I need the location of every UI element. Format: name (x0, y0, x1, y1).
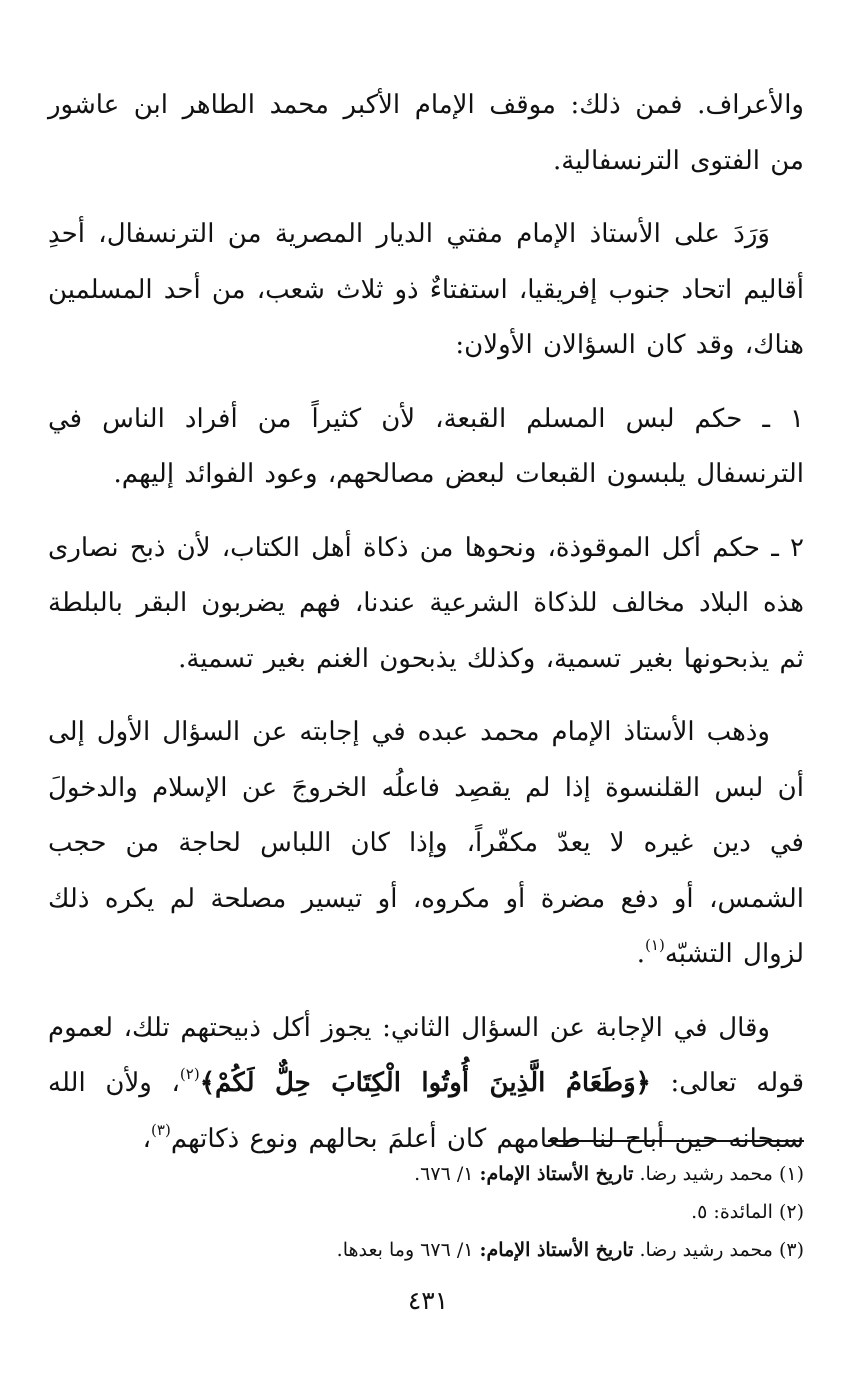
footnotes (48, 1155, 804, 1269)
paragraph-text: وذهب الأستاذ الإمام محمد عبده في إجابته عن السؤال الأول إلى أن لبس القلنسوة إذا لم يقصِد فاعلُه الخروجَ عن الإسلام والدخولَ في دين غيره لا يعدّ مكفّراً، وإذا كان اللباس لحاجة من حجب الشمس، أو دفع مضرة أو مكروه، أو تيسير مصلحة لم يكره ذلك لزوال التشبّه (48, 717, 804, 969)
footnote-number: (٣) (778, 1239, 804, 1261)
paragraph-2 (48, 207, 804, 374)
footnote-reference: المائدة: ٥. (691, 1201, 773, 1223)
footnote-ref[interactable]: (٢) (179, 1065, 200, 1083)
paragraph-question-2 (48, 521, 804, 688)
footnote-divider (548, 1140, 804, 1142)
footnote-ref[interactable]: (٣) (151, 1120, 171, 1139)
footnote-author: محمد رشيد رضا. (639, 1163, 773, 1185)
footnote-reference: ١/ ٦٧٦. (414, 1163, 474, 1185)
paragraph-question-1 (48, 392, 804, 503)
paragraph-text: ٢ ـ حكم أكل الموقوذة، ونحوها من ذكاة أهل الكتاب، لأن ذبح نصارى هذه البلاد مخالف للذكاة الشرعية عندنا، فهم يضربون البقر بالبلطة ثم يذبحونها بغير تسمية، وكذلك يذبحون الغنم بغير تسمية. (48, 532, 804, 674)
quran-verse: ﴿وَطَعَامُ الَّذِينَ أُوتُوا الْكِتَابَ حِلٌّ لَكُمْ﴾ (199, 1068, 651, 1098)
footnote-ref[interactable]: (١) (645, 936, 665, 954)
footnote-number: (١) (778, 1163, 804, 1185)
page-number: ٤٣١ (407, 1286, 449, 1315)
paragraph-answer-1 (48, 705, 804, 983)
paragraph-text-end: ، (142, 1123, 152, 1154)
footnote-1 (48, 1155, 804, 1193)
footnote-reference: ١/ ٦٧٦ وما بعدها. (336, 1239, 474, 1261)
footnote-number: (٢) (778, 1201, 804, 1223)
footnote-3 (48, 1231, 804, 1269)
paragraph-1 (48, 78, 804, 189)
paragraph-answer-2 (48, 1001, 804, 1168)
footnote-book-title: تاريخ الأستاذ الإمام: (479, 1239, 634, 1261)
paragraph-text: وَرَدَ على الأستاذ الإمام مفتي الديار المصرية من الترنسفال، أحدِ أقاليم اتحاد جنوب إفريقيا، استفتاءٌ ذو ثلاث شعب، من أحد المسلمين هناك، وقد كان السؤالان الأولان: (48, 219, 804, 360)
paragraph-text: وقال في الإجابة عن السؤال الثاني: يجوز أكل ذبيحتهم تلك، لعموم قوله تعالى: (48, 1012, 804, 1098)
paragraph-text: ١ ـ حكم لبس المسلم القبعة، لأن كثيراً من أفراد الناس في الترنسفال يلبسون القبعات لبعض مصالحهم، وعود الفوائد إليهم. (48, 403, 804, 489)
footnote-author: محمد رشيد رضا. (639, 1239, 773, 1261)
paragraph-text-end: . (636, 939, 646, 969)
footnote-2 (48, 1193, 804, 1231)
footnote-book-title: تاريخ الأستاذ الإمام: (479, 1163, 634, 1185)
paragraph-text: والأعراف. فمن ذلك: موقف الإمام الأكبر محمد الطاهر ابن عاشور من الفتوى الترنسفالية. (48, 90, 804, 176)
paragraph-text: ، ولأن الله سبحانه حين أباح لنا طعامهم كان أعلمَ بحالهم ونوع ذكاتهم (48, 1068, 804, 1154)
